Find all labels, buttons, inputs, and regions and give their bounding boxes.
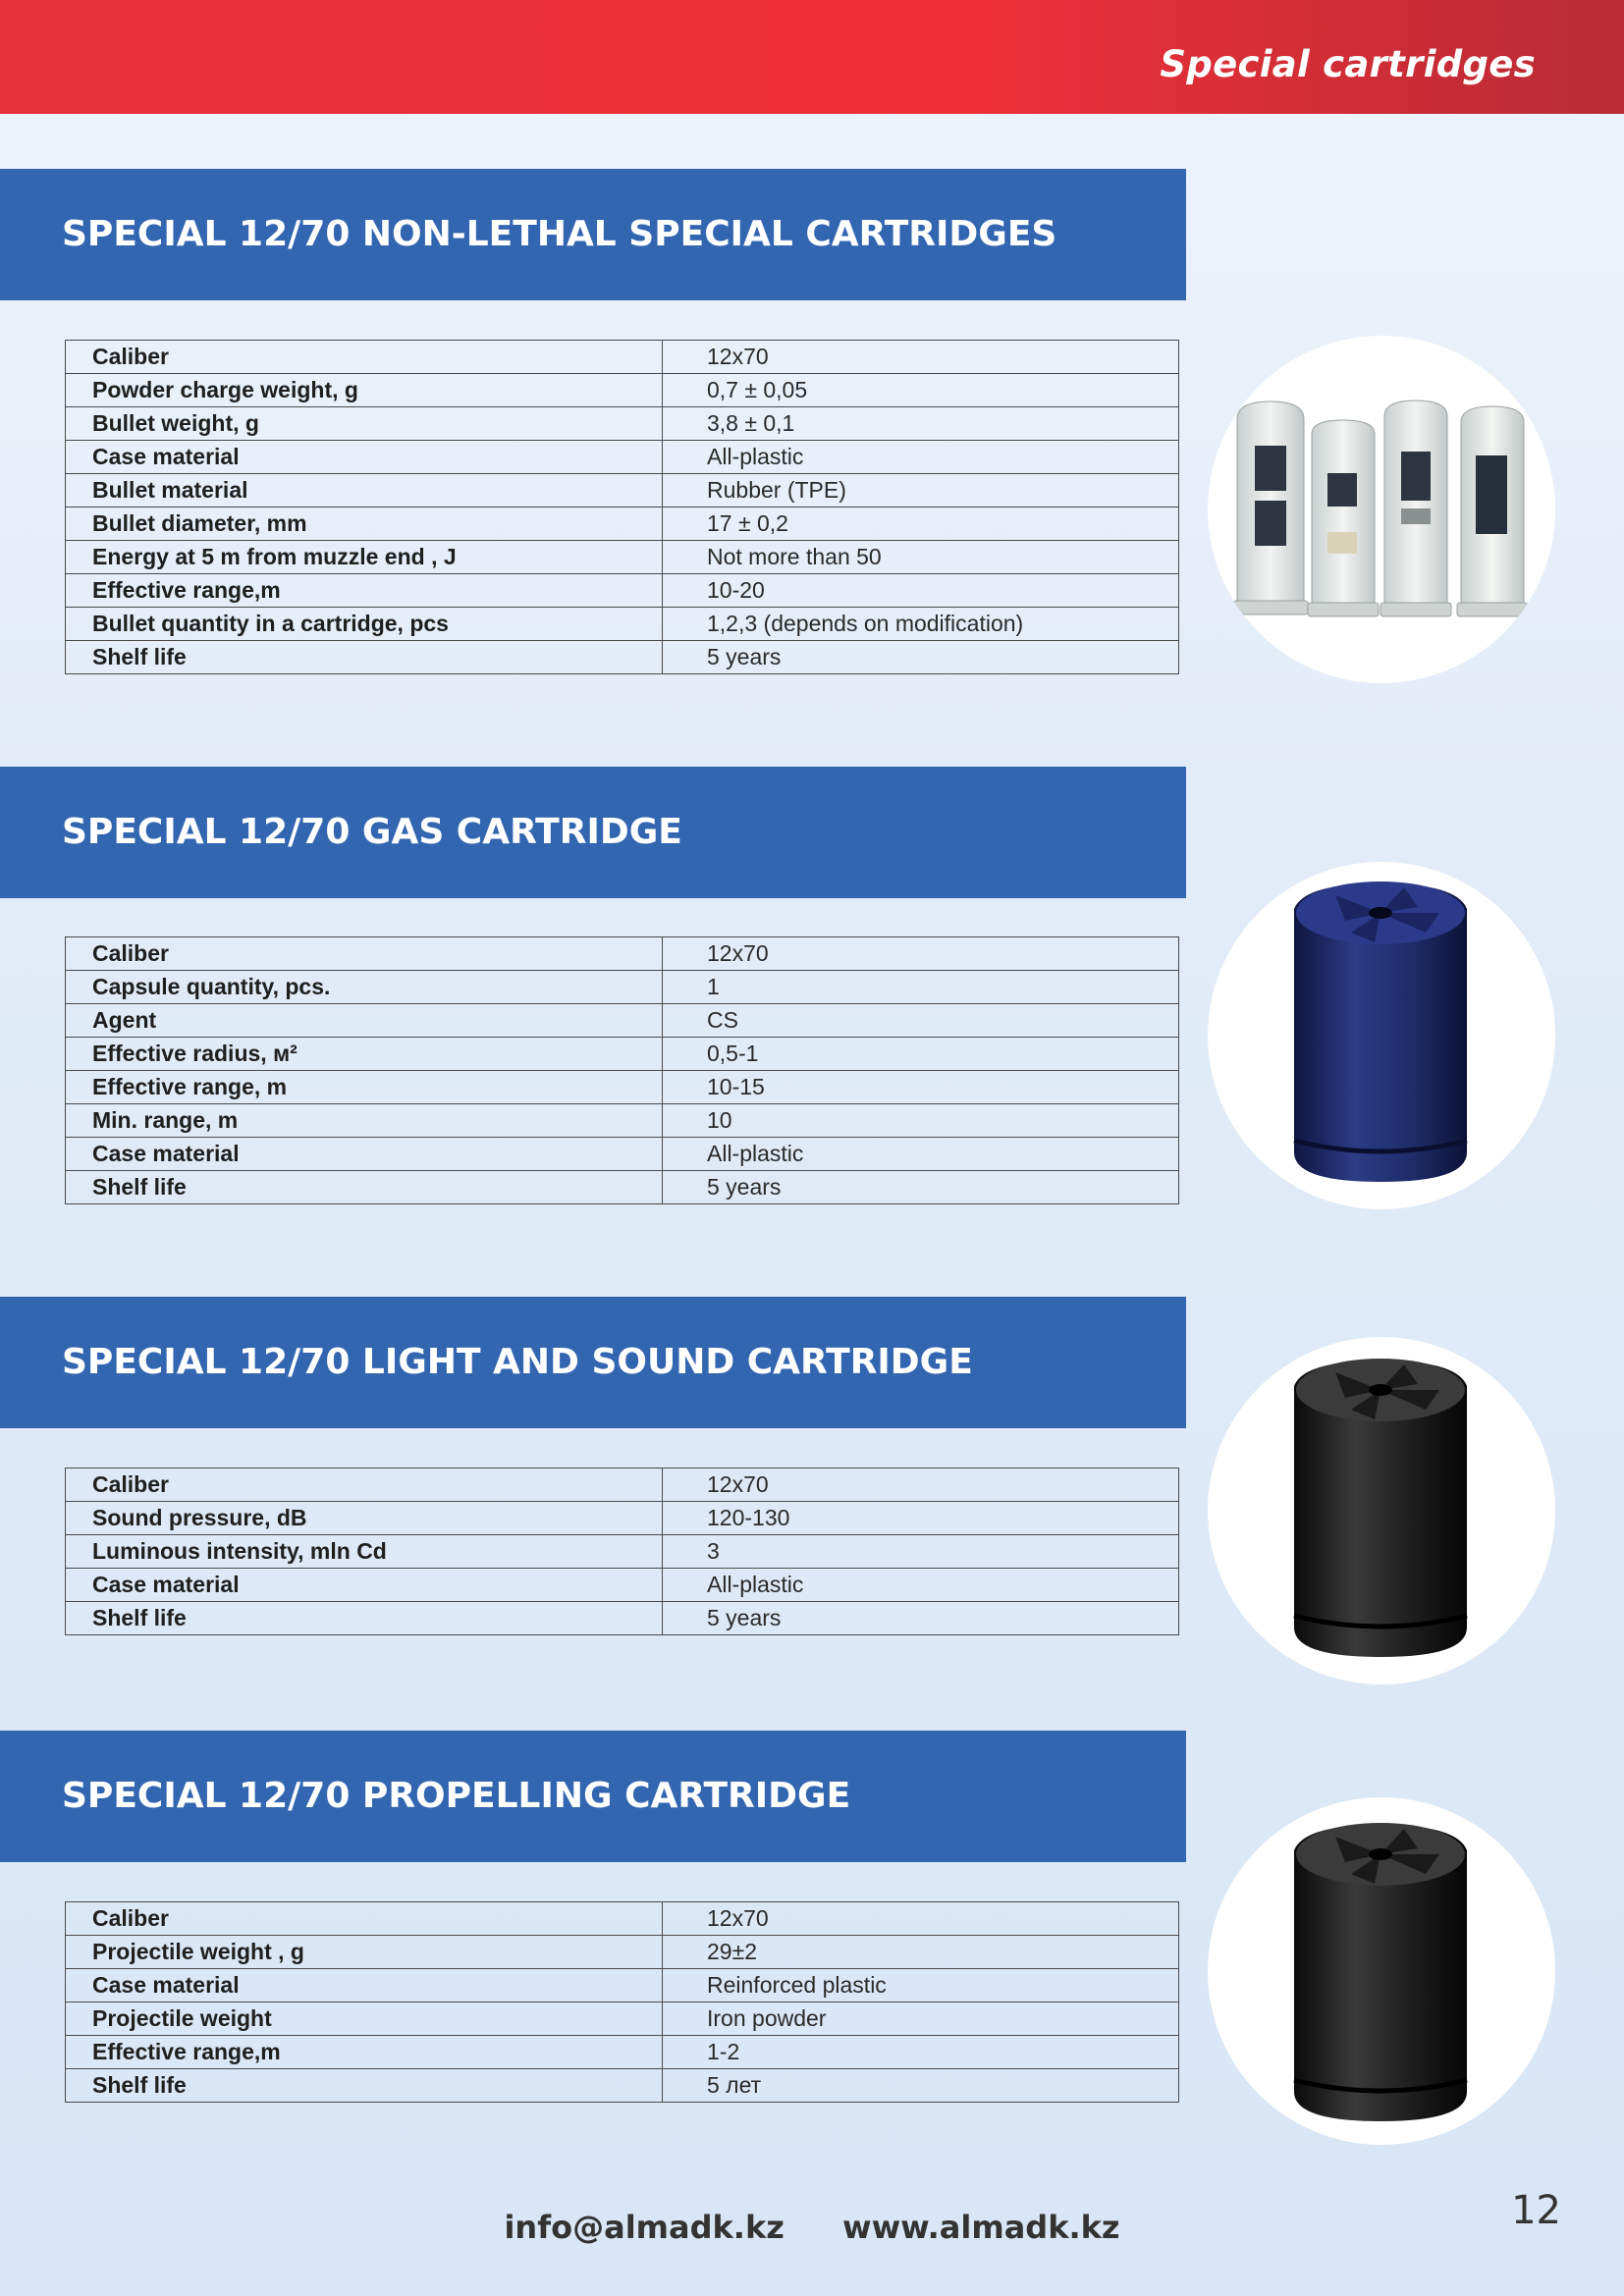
- spec-value: 5 years: [663, 641, 1179, 674]
- spec-value: 0,5-1: [663, 1038, 1179, 1071]
- spec-value: 17 ± 0,2: [663, 507, 1179, 541]
- spec-value: 10-15: [663, 1071, 1179, 1104]
- table-row: [66, 2036, 1179, 2069]
- website-link[interactable]: www.almadk.kz: [842, 2209, 1120, 2246]
- spec-value: All-plastic: [663, 1569, 1179, 1602]
- spec-label: Energy at 5 m from muzzle end , J: [66, 541, 663, 574]
- spec-table-non-lethal: [65, 340, 1179, 674]
- section-header-gas: [0, 767, 1186, 898]
- spec-label: Shelf life: [66, 1171, 663, 1204]
- spec-label: Min. range, m: [66, 1104, 663, 1138]
- spec-label: Caliber: [66, 341, 663, 374]
- spec-table-gas: [65, 936, 1179, 1204]
- table-row: [66, 1171, 1179, 1204]
- table-row: [66, 1569, 1179, 1602]
- spec-label: Bullet diameter, mm: [66, 507, 663, 541]
- spec-label: Effective radius, м²: [66, 1038, 663, 1071]
- table-row: [66, 971, 1179, 1004]
- spec-label: Effective range,m: [66, 2036, 663, 2069]
- blue-cartridge-image: [1208, 862, 1555, 1209]
- top-banner: [0, 0, 1624, 114]
- spec-value: 5 years: [663, 1602, 1179, 1635]
- spec-label: Caliber: [66, 1902, 663, 1936]
- spec-label: Projectile weight: [66, 2002, 663, 2036]
- table-row: [66, 574, 1179, 608]
- table-row: [66, 1602, 1179, 1635]
- spec-label: Bullet weight, g: [66, 407, 663, 441]
- table-row: [66, 2069, 1179, 2103]
- spec-label: Shelf life: [66, 1602, 663, 1635]
- table-row: [66, 541, 1179, 574]
- spec-value: 5 years: [663, 1171, 1179, 1204]
- spec-label: Capsule quantity, pcs.: [66, 971, 663, 1004]
- spec-value: All-plastic: [663, 441, 1179, 474]
- table-row: [66, 608, 1179, 641]
- table-row: [66, 1936, 1179, 1969]
- black-cartridge-image: [1208, 1797, 1555, 2145]
- table-row: [66, 641, 1179, 674]
- table-row: [66, 1902, 1179, 1936]
- section-title: SPECIAL 12/70 LIGHT AND SOUND CARTRIDGE: [62, 1342, 973, 1382]
- spec-value: 10-20: [663, 574, 1179, 608]
- spec-value: 12x70: [663, 341, 1179, 374]
- spec-value: 10: [663, 1104, 1179, 1138]
- spec-label: Shelf life: [66, 2069, 663, 2103]
- spec-label: Luminous intensity, mln Cd: [66, 1535, 663, 1569]
- spec-label: Shelf life: [66, 641, 663, 674]
- page-number: 12: [1511, 2188, 1561, 2233]
- footer-contacts: [0, 2209, 1624, 2246]
- propelling-cartridge-photo: [1208, 1797, 1555, 2145]
- table-row: [66, 1468, 1179, 1502]
- spec-label: Agent: [66, 1004, 663, 1038]
- spec-table-light-sound: [65, 1468, 1179, 1635]
- spec-value: Reinforced plastic: [663, 1969, 1179, 2002]
- spec-label: Case material: [66, 1138, 663, 1171]
- table-row: [66, 1969, 1179, 2002]
- spec-label: Powder charge weight, g: [66, 374, 663, 407]
- page-category-title: Special cartridges: [1160, 43, 1536, 85]
- spec-value: 0,7 ± 0,05: [663, 374, 1179, 407]
- table-row: [66, 441, 1179, 474]
- spec-value: CS: [663, 1004, 1179, 1038]
- spec-label: Sound pressure, dB: [66, 1502, 663, 1535]
- spec-label: Effective range,m: [66, 574, 663, 608]
- spec-value: All-plastic: [663, 1138, 1179, 1171]
- spec-label: Caliber: [66, 937, 663, 971]
- email-link[interactable]: info@almadk.kz: [504, 2209, 785, 2246]
- table-row: [66, 937, 1179, 971]
- gas-cartridge-photo: [1208, 862, 1555, 1209]
- spec-label: Bullet quantity in a cartridge, pcs: [66, 608, 663, 641]
- table-row: [66, 1535, 1179, 1569]
- light-sound-cartridge-photo: [1208, 1337, 1555, 1684]
- spec-value: 3: [663, 1535, 1179, 1569]
- section-header-non-lethal: [0, 169, 1186, 300]
- table-row: [66, 1004, 1179, 1038]
- spec-value: 12x70: [663, 1468, 1179, 1502]
- spec-label: Case material: [66, 1569, 663, 1602]
- section-title: SPECIAL 12/70 PROPELLING CARTRIDGE: [62, 1776, 851, 1816]
- spec-value: 1-2: [663, 2036, 1179, 2069]
- spec-value: 29±2: [663, 1936, 1179, 1969]
- spec-value: 5 лет: [663, 2069, 1179, 2103]
- section-title: SPECIAL 12/70 NON-LETHAL SPECIAL CARTRIDGES: [62, 214, 1057, 254]
- spec-label: Case material: [66, 1969, 663, 2002]
- table-row: [66, 341, 1179, 374]
- table-row: [66, 374, 1179, 407]
- spec-value: 1,2,3 (depends on modification): [663, 608, 1179, 641]
- table-row: [66, 407, 1179, 441]
- translucent-shells-image: [1208, 336, 1555, 683]
- table-row: [66, 1502, 1179, 1535]
- spec-value: Iron powder: [663, 2002, 1179, 2036]
- spec-label: Caliber: [66, 1468, 663, 1502]
- black-cartridge-image: [1208, 1337, 1555, 1684]
- spec-label: Projectile weight , g: [66, 1936, 663, 1969]
- spec-table-propelling: [65, 1901, 1179, 2103]
- spec-value: 12x70: [663, 1902, 1179, 1936]
- table-row: [66, 2002, 1179, 2036]
- section-header-light-sound: [0, 1297, 1186, 1428]
- table-row: [66, 1104, 1179, 1138]
- spec-value: Rubber (TPE): [663, 474, 1179, 507]
- spec-value: 12x70: [663, 937, 1179, 971]
- spec-label: Case material: [66, 441, 663, 474]
- table-row: [66, 474, 1179, 507]
- section-header-propelling: [0, 1731, 1186, 1862]
- spec-value: Not more than 50: [663, 541, 1179, 574]
- section-title: SPECIAL 12/70 GAS CARTRIDGE: [62, 812, 682, 852]
- non-lethal-cartridges-photo: [1208, 336, 1555, 683]
- table-row: [66, 507, 1179, 541]
- table-row: [66, 1038, 1179, 1071]
- spec-label: Effective range, m: [66, 1071, 663, 1104]
- spec-label: Bullet material: [66, 474, 663, 507]
- spec-value: 3,8 ± 0,1: [663, 407, 1179, 441]
- table-row: [66, 1071, 1179, 1104]
- spec-value: 1: [663, 971, 1179, 1004]
- table-row: [66, 1138, 1179, 1171]
- spec-value: 120-130: [663, 1502, 1179, 1535]
